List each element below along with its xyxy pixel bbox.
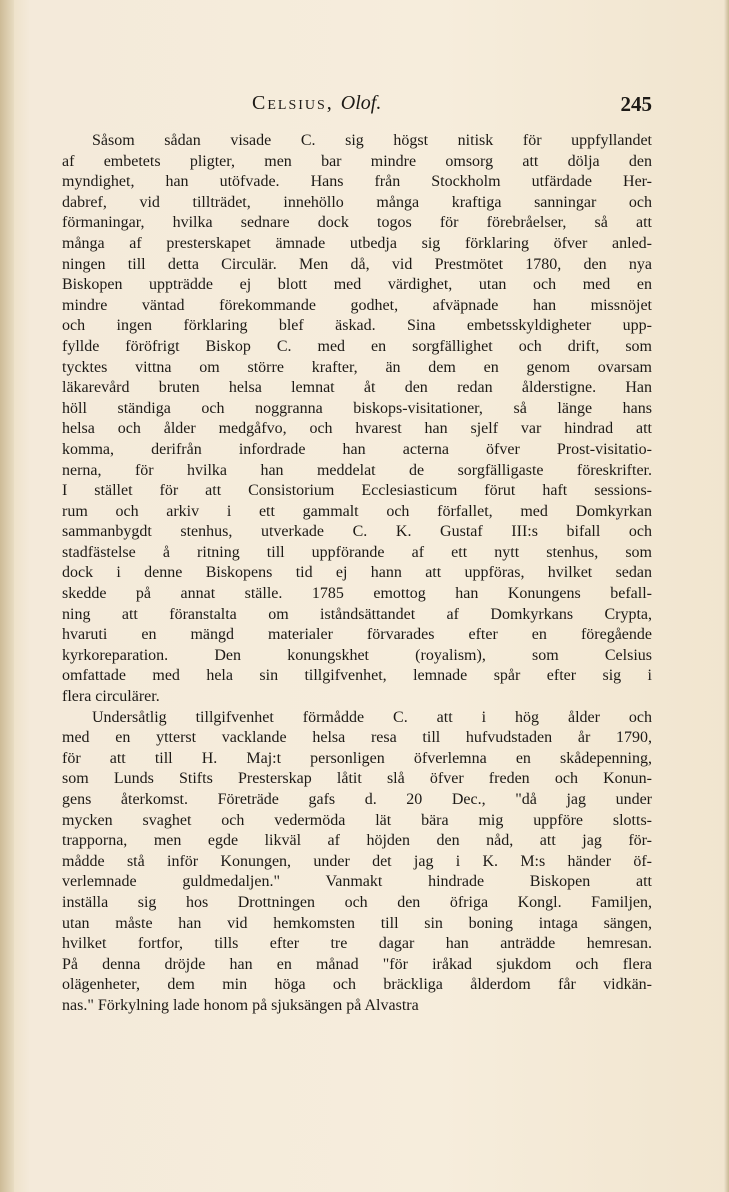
text-line: Biskopen uppträdde ej blott med värdighet, utan och med en <box>62 276 652 294</box>
paragraph <box>62 131 652 708</box>
text-line: förmaningar, hvilka sednare dock togos för förebråelser, så att <box>62 214 652 232</box>
text-line: mådde stå inför Konungen, under det jag i K. M:s händer öf- <box>62 852 652 870</box>
text-line: rum och arkiv i ett gammalt och förfallet, med Domkyrkan <box>62 502 652 520</box>
body-text <box>62 131 652 1017</box>
text-line: för att till H. Maj:t personligen öfverlemna en skådepenning, <box>62 749 652 767</box>
text-line: skedde på annat ställe. 1785 emottog han Konungens befall- <box>62 585 652 603</box>
text-line: myndighet, han utöfvade. Hans från Stockholm utfärdade Her- <box>62 173 652 191</box>
text-line: Undersåtlig tillgifvenhet förmådde C. att i hög ålder och <box>92 708 652 726</box>
text-line: nas." Förkylning lade honom på sjuksängen på Alvastra <box>62 996 419 1014</box>
text-line: hvilket fortfor, tills efter tre dagar han anträdde hemresan. <box>62 935 652 953</box>
text-line: gens återkomst. Företräde gafs d. 20 Dec., "då jag under <box>62 791 652 808</box>
text-line: som Lunds Stifts Presterskap låtit slå öfver freden och Konun- <box>62 770 652 788</box>
binding-gutter <box>0 0 14 1192</box>
text-line: På denna dröjde han en månad "för iråkad sjukdom och flera <box>62 955 652 973</box>
text-line: och ingen förklaring blef äskad. Sina embetsskyldigheter upp- <box>62 317 652 335</box>
text-line: flera circulärer. <box>62 688 160 706</box>
text-line: af embetets pligter, men bar mindre omsorg att dölja den <box>62 152 652 170</box>
text-line: ning att föranstalta om iståndsättandet af Domkyrkans Crypta, <box>62 605 652 623</box>
text-line: trapporna, men egde likväl af höjden den nåd, att jag för- <box>62 832 652 850</box>
text-line: I stället för att Consistorium Ecclesiasticum förut haft sessions- <box>62 482 652 500</box>
page-number: 245 <box>620 92 652 116</box>
text-line: omfattade med hela sin tillgifvenhet, lemnade spår efter sig i <box>62 667 652 685</box>
text-line: komma, derifrån infordrade han acterna öfver Prost-visitatio- <box>62 440 652 458</box>
text-line: dabref, vid tillträdet, innehöllo många kraftiga sanningar och <box>62 193 652 211</box>
running-head-given-name: Olof. <box>340 92 382 114</box>
text-line: verlemnade guldmedaljen." Vanmakt hindrade Biskopen att <box>62 873 652 891</box>
page-edge <box>724 0 729 1192</box>
text-line: många af presterskapet ämnade utbedja sig förklaring öfver anled- <box>62 234 652 252</box>
text-line: höll ständiga och noggranna biskops-visitationer, så länge hans <box>62 399 652 417</box>
text-line: mindre väntad förekommande godhet, afväpnade han missnöjet <box>62 296 652 314</box>
text-line: utan måste han vid hemkomsten till sin boning intaga sängen, <box>62 914 652 932</box>
text-line: hvaruti en mängd materialer förvarades efter en föregående <box>62 626 652 644</box>
text-line: inställa sig hos Drottningen och den öfriga Kongl. Familjen, <box>62 893 652 911</box>
running-head-name: Celsius, <box>252 92 334 114</box>
text-line: ningen till detta Circulär. Men då, vid Prestmötet 1780, den nya <box>62 255 652 273</box>
text-line: helsa och ålder medgåfvo, och hvarest han sjelf var hindrad att <box>62 420 652 438</box>
text-line: med en ytterst vacklande helsa resa till hufvudstaden år 1790, <box>62 729 652 747</box>
text-line: Såsom sådan visade C. sig högst nitisk för uppfyllandet <box>92 132 652 149</box>
text-line: sammanbygdt stenhus, utverkade C. K. Gustaf III:s bifall och <box>62 523 652 541</box>
text-line: olägenheter, dem min höga och bräckliga ålderdom får vidkän- <box>62 976 652 994</box>
text-line: kyrkoreparation. Den konungskhet (royalism), som Celsius <box>62 646 652 664</box>
text-line: nerna, för hvilka han meddelat de sorgfälligaste föreskrifter. <box>62 461 652 479</box>
running-head <box>252 92 381 115</box>
text-line: tycktes vittna om större krafter, än dem en genom ovarsam <box>62 358 652 376</box>
text-line: mycken svaghet och vedermöda lät bära mig uppföre slotts- <box>62 811 652 829</box>
paragraph <box>62 708 652 1017</box>
text-line: stadfästelse å ritning till uppförande af ett nytt stenhus, som <box>62 543 652 561</box>
text-line: fyllde föröfrigt Biskop C. med en sorgfällighet och drift, som <box>62 337 652 355</box>
text-line: dock i denne Biskopens tid ej hann att uppföras, hvilket sedan <box>62 564 652 582</box>
text-line: läkarevård bruten helsa lemnat åt den redan ålderstigne. Han <box>62 379 652 397</box>
page-header <box>62 92 652 122</box>
